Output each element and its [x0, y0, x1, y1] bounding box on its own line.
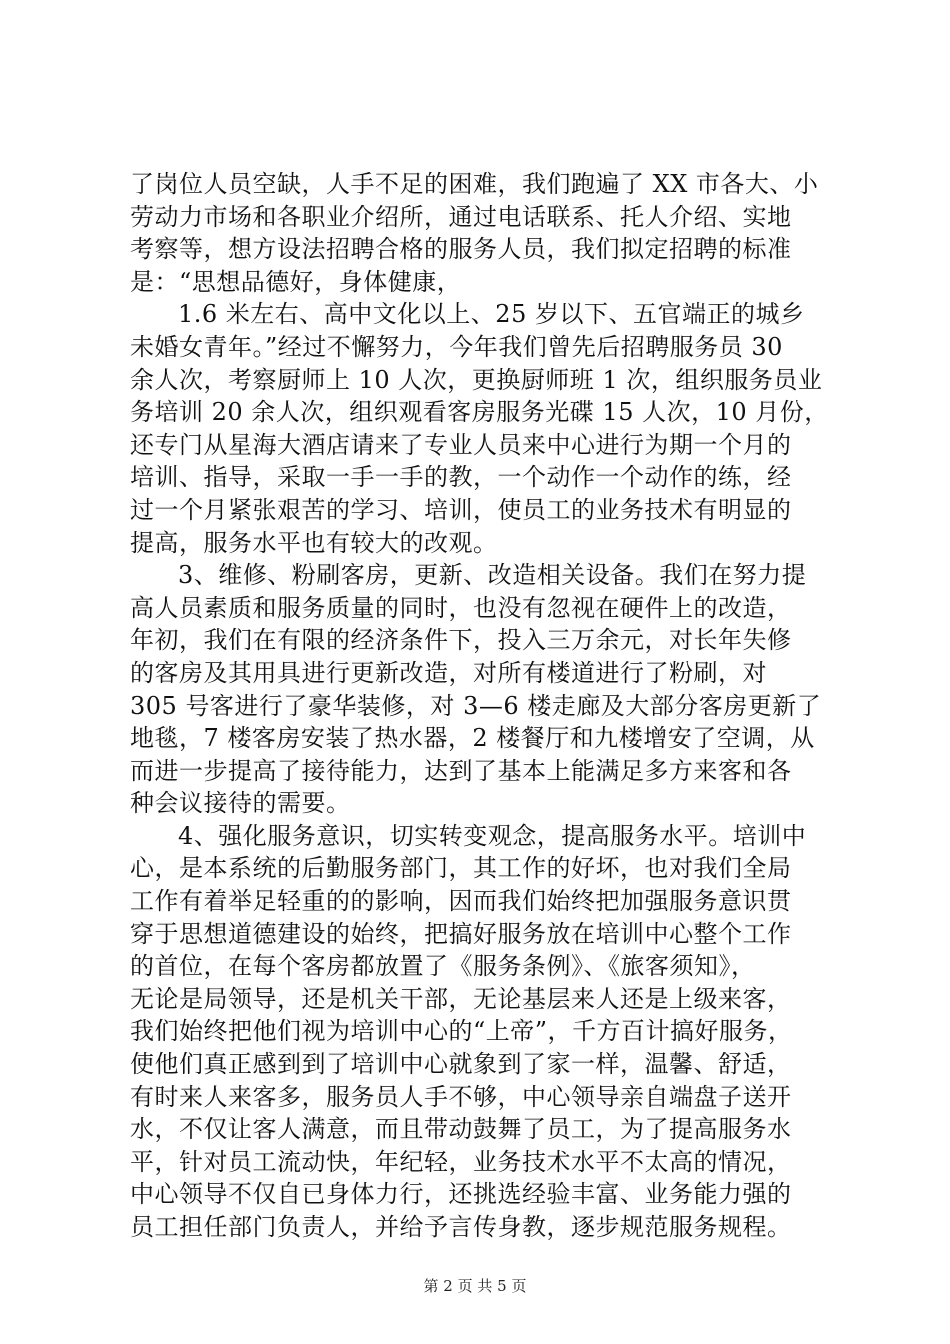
- text-line: 水，不仅让客人满意，而且带动鼓舞了员工，为了提高服务水: [130, 1115, 792, 1144]
- text-line: 使他们真正感到到了培训中心就象到了家一样，温馨、舒适，: [130, 1050, 792, 1079]
- text-line: 心，是本系统的后勤服务部门，其工作的好坏，也对我们全局: [130, 854, 792, 883]
- text-line: 过一个月紧张艰苦的学习、培训，使员工的业务技术有明显的: [130, 495, 792, 524]
- text-line: 的首位，在每个客房都放置了《服务条例》、《旅客须知》，: [130, 952, 756, 981]
- text-line: 无论是局领导，还是机关干部，无论基层来人还是上级来客，: [130, 984, 792, 1013]
- body-text: [130, 168, 830, 1244]
- text-line: 培训、指导，采取一手一手的教，一个动作一个动作的练，经: [130, 463, 792, 492]
- text-line: 3、维修、粉刷客房，更新、改造相关设备。我们在努力提: [178, 561, 807, 590]
- text-line: 余人次，考察厨师上 10 人次，更换厨师班 1 次，组织服务员业: [130, 365, 823, 394]
- text-line: 了岗位人员空缺，人手不足的困难，我们跑遍了 XX 市各大、小: [130, 170, 819, 198]
- text-line: 高人员素质和服务质量的同时，也没有忽视在硬件上的改造，: [130, 593, 792, 622]
- text-line: 员工担任部门负责人，并给予言传身教，逐步规范服务规程。: [130, 1213, 792, 1241]
- text-line: 工作有着举足轻重的的影响，因而我们始终把加强服务意识贯: [130, 887, 792, 916]
- text-line: 是：“思想品德好，身体健康，: [130, 267, 462, 296]
- text-line: 中心领导不仅自已身体力行，还挑选经验丰富、业务能力强的: [130, 1180, 792, 1209]
- text-line: 而进一步提高了接待能力，达到了基本上能满足多方来客和各: [130, 756, 792, 785]
- text-line: 305 号客进行了豪华装修，对 3—6 楼走廊及大部分客房更新了: [130, 691, 822, 720]
- text-line: 有时来人来客多，服务员人手不够，中心领导亲自端盘子送开: [130, 1082, 792, 1111]
- text-line: 地毯，7 楼客房安装了热水器，2 楼餐厅和九楼增安了空调，从: [130, 724, 815, 753]
- text-line: 劳动力市场和各职业介绍所，通过电话联系、托人介绍、实地: [130, 202, 792, 231]
- text-line: 平，针对员工流动快，年纪轻，业务技术水平不太高的情况，: [130, 1147, 792, 1176]
- page-number-footer: 第 2 页 共 5 页: [423, 1277, 527, 1295]
- text-line: 务培训 20 余人次，组织观看客房服务光碟 15 人次，10 月份，: [130, 398, 829, 427]
- text-line: 未婚女青年。”经过不懈努力，今年我们曾先后招聘服务员 30: [130, 332, 783, 361]
- text-line: 还专门从星海大酒店请来了专业人员来中心进行为期一个月的: [130, 430, 792, 459]
- text-line: 我们始终把他们视为培训中心的“上帝”，千方百计搞好服务，: [130, 1017, 793, 1046]
- text-line: 考察等，想方设法招聘合格的服务人员，我们拟定招聘的标准: [130, 235, 792, 264]
- text-line: 1.6 米左右、高中文化以上、25 岁以下、五官端正的城乡: [178, 300, 805, 329]
- text-line: 提高，服务水平也有较大的改观。: [130, 528, 498, 557]
- text-line: 穿于思想道德建设的始终，把搞好服务放在培训中心整个工作: [130, 919, 792, 948]
- text-line: 种会议接待的需要。: [130, 789, 351, 818]
- text-line: 年初，我们在有限的经济条件下，投入三万余元，对长年失修: [130, 626, 792, 655]
- text-line: 的客房及其用具进行更新改造，对所有楼道进行了粉刷，对: [130, 658, 767, 687]
- text-line: 4、强化服务意识，切实转变观念，提高服务水平。培训中: [178, 821, 807, 850]
